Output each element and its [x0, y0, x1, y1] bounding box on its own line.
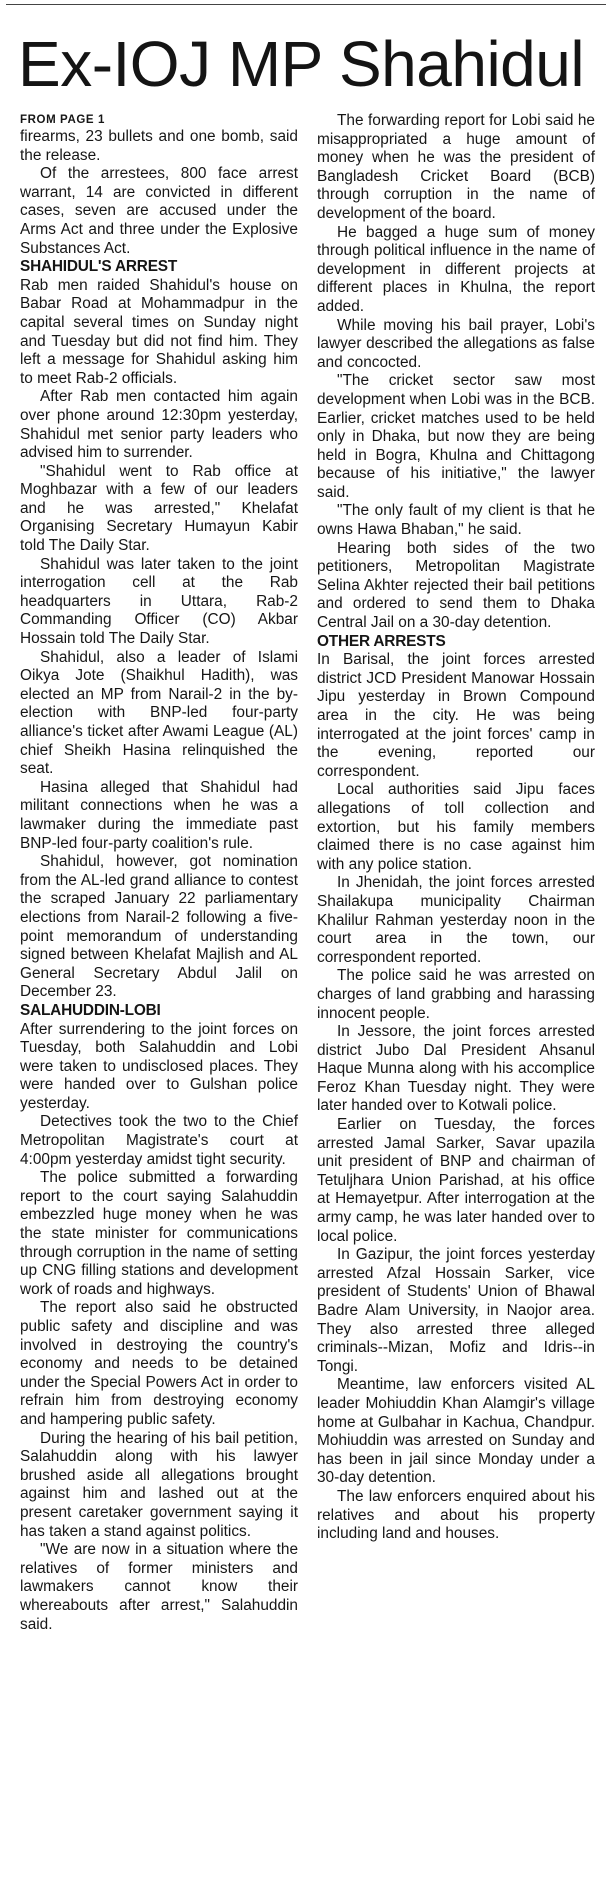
- left-column-body: [20, 128, 298, 1634]
- article-paragraph: firearms, 23 bullets and one bomb, said the release.: [20, 128, 298, 164]
- article-paragraph: Shahidul, however, got nomination from the AL-led grand alliance to contest the scraped January 22 parliamentary elections from Narail-2 following a five-point memorandum of understanding signed between Khelafat Majlish and AL General Secretary Abdul Jalil on December 23.: [20, 853, 298, 1001]
- headline: Ex-IOJ MP Shahidul: [18, 28, 585, 100]
- article-paragraph: Shahidul was later taken to the joint interrogation cell at the Rab headquarters in Uttara, Rab-2 Commanding Officer (CO) Akbar Hossain told The Daily Star.: [20, 555, 298, 648]
- article-paragraph: "Shahidul went to Rab office at Moghbazar with a few of our leaders and he was arrested," Khelafat Organising Secretary Humayun Kabir told The Daily Star.: [20, 462, 298, 555]
- article-paragraph: In Barisal, the joint forces arrested district JCD President Manowar Hossain Jipu yesterday in Brown Compound area in the city. He was being interrogated at the joint forces' camp in the evening, reported our correspondent.: [317, 651, 595, 780]
- article-paragraph: Rab men raided Shahidul's house on Babar Road at Mohammadpur in the capital several times on Sunday night and Tuesday but did not find him. They left a message for Shahidul asking him to meet Rab-2 officials.: [20, 276, 298, 387]
- article-column-right: [317, 112, 595, 1544]
- article-paragraph: In Jhenidah, the joint forces arrested Shailakupa municipality Chairman Khalilur Rahman yesterday noon in the court area in the town, our correspondent reported.: [317, 874, 595, 966]
- article-paragraph: The law enforcers enquired about his relatives and about his property including land and houses.: [317, 1487, 595, 1543]
- article-paragraph: Shahidul, also a leader of Islami Oikya Jote (Shaikhul Hadith), was elected an MP from Narail-2 in the by-election with BNP-led four-party alliance's ticket after Awami League (AL) chief Sheikh Hasina relinquished the seat.: [20, 648, 298, 778]
- section-heading: OTHER ARRESTS: [317, 632, 446, 650]
- article-paragraph: Detectives took the two to the Chief Metropolitan Magistrate's court at 4:00pm yesterday amidst tight security.: [20, 1113, 298, 1168]
- article-paragraph: He bagged a huge sum of money through political influence in the name of development in different projects at different places in Khulna, the report added.: [317, 223, 595, 315]
- article-paragraph: The report also said he obstructed public safety and discipline and was involved in destroying the country's economy and needs to be detained under the Special Powers Act in order to refrain him from destroying economy and hampering public safety.: [20, 1299, 298, 1428]
- article-paragraph: "The only fault of my client is that he owns Hawa Bhaban," he said.: [317, 502, 595, 539]
- section-heading: SHAHIDUL'S ARREST: [20, 258, 178, 276]
- article-paragraph: Of the arrestees, 800 face arrest warrant, 14 are convicted in different cases, seven are accused under the Arms Act and three under the Explosive Substances Act.: [20, 165, 298, 257]
- article-paragraph: "We are now in a situation where the relatives of former ministers and lawmakers cannot know their whereabouts after arrest," Salahuddin said.: [20, 1541, 298, 1633]
- article-paragraph: Hearing both sides of the two petitioners, Metropolitan Magistrate Selina Akhter rejected their bail petitions and ordered to send them to Dhaka Central Jail on a 30-day detention.: [317, 539, 595, 632]
- article-paragraph: Hasina alleged that Shahidul had militant connections when he was a lawmaker during the immediate past BNP-led four-party coalition's rule.: [20, 778, 298, 852]
- continuation-kicker: FROM PAGE 1: [20, 114, 105, 126]
- section-heading: SALAHUDDIN-LOBI: [20, 1001, 161, 1019]
- article-paragraph: Earlier on Tuesday, the forces arrested Jamal Sarker, Savar upazila unit president of BNP and chairman of Tetuljhara Union Parishad, at his office at Hemayetpur. After interrogation at the army camp, he was later handed over to local police.: [317, 1116, 595, 1245]
- article-paragraph: During the hearing of his bail petition, Salahuddin along with his lawyer brushed aside all allegations brought against him and lashed out at the present caretaker government saying it has taken a stand against politics.: [20, 1429, 298, 1540]
- article-column-left: [20, 112, 298, 1634]
- article-paragraph: The police submitted a forwarding report to the court saying Salahuddin embezzled huge money when he was the state minister for communications through corruption in the name of setting up CNG filling stations and development work of roads and highways.: [20, 1169, 298, 1298]
- article-paragraph: The police said he was arrested on charges of land grabbing and harassing innocent people.: [317, 967, 595, 1022]
- article-paragraph: While moving his bail prayer, Lobi's lawyer described the allegations as false and concocted.: [317, 316, 595, 371]
- top-rule: [6, 4, 606, 5]
- article-paragraph: Local authorities said Jipu faces allegations of toll collection and extortion, but his family members claimed there is no case against him with any police station.: [317, 781, 595, 873]
- right-column-body: [317, 112, 595, 1544]
- article-paragraph: After Rab men contacted him again over phone around 12:30pm yesterday, Shahidul met senior party leaders who advised him to surrender.: [20, 388, 298, 462]
- article-paragraph: Meantime, law enforcers visited AL leader Mohiuddin Khan Alamgir's village home at Gulbahar in Kachua, Chandpur. Mohiuddin was arrested on Sunday and has been in jail since Monday under a 30-day detention.: [317, 1376, 595, 1487]
- article-paragraph: In Jessore, the joint forces arrested district Jubo Dal President Ahsanul Haque Munna along with his accomplice Feroz Khan Tuesday night. They were later handed over to Kotwali police.: [317, 1023, 595, 1115]
- article-paragraph: "The cricket sector saw most development when Lobi was in the BCB. Earlier, cricket matches used to be held only in Dhaka, but now they are being held in Bogra, Khulna and Chittagong because of his initiative," the lawyer said.: [317, 372, 595, 501]
- article-paragraph: In Gazipur, the joint forces yesterday arrested Afzal Hossain Sarker, vice president of Students' Union of Bhawal Badre Alam University, in Naojor area. They also arrested three alleged criminals--Mizan, Mofiz and Idris--in Tongi.: [317, 1246, 595, 1375]
- article-paragraph: The forwarding report for Lobi said he misappropriated a huge amount of money when he was the president of Bangladesh Cricket Board (BCB) through corruption in the name of development of the board.: [317, 112, 595, 222]
- article-paragraph: After surrendering to the joint forces on Tuesday, both Salahuddin and Lobi were taken to undisclosed places. They were handed over to Gulshan police yesterday.: [20, 1020, 298, 1112]
